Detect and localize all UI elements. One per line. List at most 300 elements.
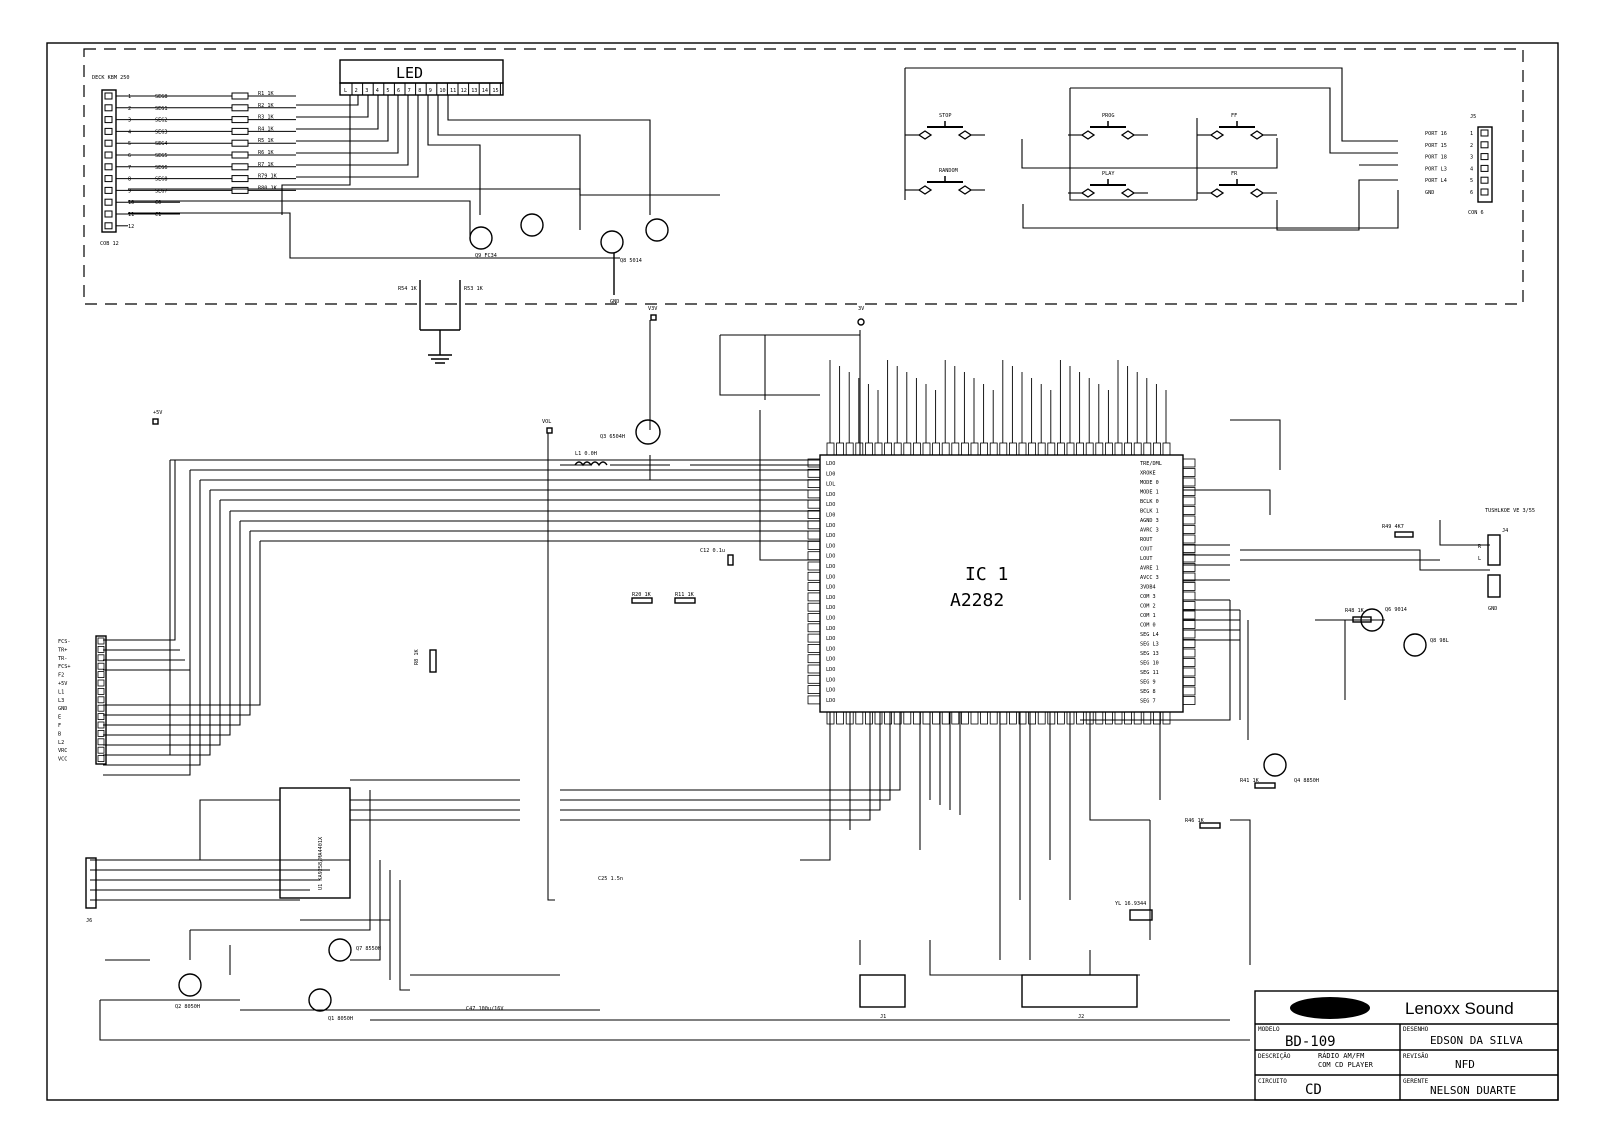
ic1-right-pin-box <box>1183 535 1195 543</box>
panel-resistor-label: R1 1K <box>258 91 274 97</box>
q1-transistor <box>309 989 331 1011</box>
ic1-right-pin-label: COM 2 <box>1140 603 1156 610</box>
supply-vol: VOL <box>542 419 552 425</box>
company-name: Lenoxx Sound <box>1405 999 1514 1018</box>
ic1-left-pin-label: LDO <box>826 615 836 622</box>
ic1-right-pin-box <box>1183 668 1195 676</box>
led-pin-label: 5 <box>386 88 390 94</box>
c47-label: C47 100u/16V <box>466 1006 504 1012</box>
j5-pin <box>1481 177 1488 183</box>
ic1-left-pin-label: LDO <box>826 553 836 560</box>
ic1-top-pin <box>942 443 949 455</box>
panel-pin-number: 6 <box>128 153 132 159</box>
ic1-left-pin-label: LDO <box>826 543 836 550</box>
ic1-bottom-pin <box>913 712 920 724</box>
panel-pin-net: SEG7 <box>155 188 168 195</box>
switch-contacts <box>1211 189 1263 197</box>
switch-label: PLAY <box>1102 171 1115 177</box>
ic1-bottom-pin <box>1105 712 1112 724</box>
left-connector <box>58 636 106 764</box>
ic1-left-pin-box <box>808 675 820 683</box>
j4-pin-l: L <box>1478 556 1482 562</box>
ic1-top-pin <box>933 443 940 455</box>
q7-label: Q7 8550H <box>356 946 381 952</box>
ic1-bottom-pin <box>885 712 892 724</box>
j5-con: CON 6 <box>1468 210 1484 216</box>
ic1-top-pin <box>875 443 882 455</box>
panel-resistor <box>232 105 248 111</box>
ic1-right-pin-box <box>1183 507 1195 515</box>
left-connector-label: VCC <box>58 756 68 763</box>
ic1-right-pin-label: SEG 11 <box>1140 670 1159 676</box>
ic1-left-pin-label: LDO <box>826 502 836 509</box>
r41-label: R41 1K <box>1240 778 1259 784</box>
panel-resistor <box>232 164 248 170</box>
panel-resistor-label: R80 1K <box>258 185 277 192</box>
ic1-top-pin <box>971 443 978 455</box>
circuito-label: CIRCUITO <box>1258 1078 1287 1085</box>
ic1-top-pin <box>1086 443 1093 455</box>
q3-label: Q3 6504H <box>600 434 625 440</box>
panel-resistor <box>232 128 248 134</box>
j5-pin-net: PORT L3 <box>1425 166 1447 173</box>
left-connector-label: TR- <box>58 655 68 662</box>
j2-connector <box>1022 975 1137 1020</box>
ic1-right-pin-label: SEG 7 <box>1140 698 1156 705</box>
panel-pin-number: 7 <box>128 164 132 171</box>
ic1-right-pin-box <box>1183 659 1195 667</box>
panel-pin <box>105 176 112 182</box>
led-pin-label: 2 <box>354 88 358 94</box>
j5-pin-number: 5 <box>1470 178 1474 185</box>
q8-label: Q8 5014 <box>620 258 642 264</box>
j5-pin-number: 6 <box>1470 190 1474 196</box>
left-connector-label: F2 <box>58 672 65 679</box>
panel-pin-number: 12 <box>128 223 135 230</box>
panel-pin <box>105 211 112 217</box>
led-pin-label: 12 <box>460 88 467 94</box>
left-connector-pin <box>98 756 104 762</box>
left-connector-label: VRC <box>58 748 68 755</box>
ic1-top-pin <box>1019 443 1026 455</box>
supply-labels <box>153 306 864 433</box>
ic1-bottom-pin <box>837 712 844 724</box>
left-connector-label: L1 <box>58 689 65 696</box>
j5-pin <box>1481 189 1488 195</box>
ic1-right-pin-label: BCLK 1 <box>1140 508 1159 515</box>
panel-connector-ref: COB 12 <box>100 241 119 247</box>
gerente-label: GERENTE <box>1403 1078 1429 1085</box>
ic1-top-pin <box>885 443 892 455</box>
ic1-part: A2282 <box>950 590 1005 611</box>
left-connector-label: L2 <box>58 739 65 746</box>
ic1-right-pin-box <box>1183 630 1195 638</box>
ic1-right-pin-label: SEG 13 <box>1140 651 1159 657</box>
ic1-right-pin-box <box>1183 583 1195 591</box>
ic1-top-pin <box>1000 443 1007 455</box>
led-pin-label: L <box>344 88 348 94</box>
left-connector-pin <box>98 663 104 669</box>
ic1-top-pin <box>1029 443 1036 455</box>
panel-pin-number: 4 <box>128 129 132 136</box>
ic1-right-pin-box <box>1183 602 1195 610</box>
j4-jack <box>1478 508 1535 612</box>
ic1-top-pin <box>1057 443 1064 455</box>
ic1-right-pin-label: COUT <box>1140 546 1153 553</box>
ic1-left-pin-box <box>808 583 820 591</box>
left-connector-pin <box>98 705 104 711</box>
q8-transistor <box>601 231 623 253</box>
ic1-left-pin-box <box>808 531 820 539</box>
ic1-top-pin <box>1153 443 1160 455</box>
panel-pin <box>105 199 112 205</box>
r53-label: R53 1K <box>464 286 483 292</box>
front-panel-transistors <box>398 214 668 363</box>
ic1-top-pin <box>865 443 872 455</box>
ic1-top-pin <box>1125 443 1132 455</box>
panel-pin-net: SEG2 <box>155 117 168 124</box>
ic1-left-pin-label: LDO <box>826 625 836 632</box>
ic1-left-pin-label: LDO <box>826 574 836 581</box>
ic1-right-pin-label: XROKE <box>1140 470 1156 477</box>
panel-connector-label: DECK KBM 250 <box>92 75 130 81</box>
supply-plus5: +5V <box>153 410 163 416</box>
ic1-bottom-pin <box>933 712 940 724</box>
revisao-value: NFD <box>1455 1058 1475 1071</box>
ic1-right-pin-label: MODE 0 <box>1140 480 1159 486</box>
j6-connector <box>86 858 96 924</box>
ic1-right-pin-box <box>1183 649 1195 657</box>
ic1-right-pin-box <box>1183 488 1195 496</box>
ic1-bottom-pin <box>1144 712 1151 724</box>
r11-resistor <box>675 598 695 603</box>
ic1-right-pin-box <box>1183 545 1195 553</box>
panel-resistor-label: R3 1K <box>258 114 274 121</box>
ic1-bottom-pin <box>1125 712 1132 724</box>
left-connector-label: TR+ <box>58 647 68 654</box>
ic1-bottom-pin <box>923 712 930 724</box>
ic1-left-pin-box <box>808 521 820 529</box>
ic1-right-pin-label: COM 1 <box>1140 613 1156 619</box>
modelo-label: MODELO <box>1258 1026 1280 1033</box>
ic1-top-pin <box>1115 443 1122 455</box>
ic1-left-pin-box <box>808 572 820 580</box>
q2-label: Q2 8050H <box>175 1004 200 1010</box>
ic1-left-pin-box <box>808 665 820 673</box>
ic1-bottom-pin <box>1000 712 1007 724</box>
q4-transistor <box>1264 754 1286 776</box>
ic1-left-pin-label: LDO <box>826 646 836 653</box>
switch-label: PROG <box>1102 113 1115 119</box>
ic1-bottom-pin <box>875 712 882 724</box>
ic1-top-pin <box>856 443 863 455</box>
j6-ref: J6 <box>86 918 93 924</box>
r20-resistor <box>632 598 652 603</box>
q2-transistor <box>179 974 201 996</box>
j5-pin-net: PORT 18 <box>1425 154 1447 161</box>
ic1-top-pin <box>1163 443 1170 455</box>
panel-resistor <box>232 93 248 99</box>
ic1-bottom-pin <box>856 712 863 724</box>
company-logo <box>1290 997 1370 1019</box>
switch-label: STOP <box>939 113 952 119</box>
left-connector-pin <box>98 739 104 745</box>
ic1-right-pin-box <box>1183 516 1195 524</box>
ic1-left-pin-box <box>808 603 820 611</box>
r46-label: R46 1K <box>1185 818 1204 824</box>
ic1-bottom-pin <box>990 712 997 724</box>
ic1-left-pin-label: LDO <box>826 677 836 684</box>
ic1-right-pin-label: COM 3 <box>1140 594 1156 600</box>
ic1-left-pin-box <box>808 500 820 508</box>
gnd-label: GND <box>610 299 620 305</box>
ic1-top-pin <box>904 443 911 455</box>
ic1-top-pin <box>1077 443 1084 455</box>
ic1-top-pin <box>961 443 968 455</box>
ic1-bottom-pin <box>952 712 959 724</box>
ic1-right-pin-label: SEG 10 <box>1140 660 1159 667</box>
left-connector-pin <box>98 672 104 678</box>
panel-resistor-label: R7 1K <box>258 161 274 168</box>
crystal-yl <box>1130 910 1152 920</box>
ic1-left-pin-label: LDO <box>826 667 836 673</box>
supply-3v: 3V <box>858 306 865 312</box>
q8-transistor-2 <box>1404 634 1426 656</box>
r49-label: R49 4K7 <box>1382 524 1404 530</box>
ic1-left-pin-label: LDO <box>826 697 836 704</box>
led-pin-label: 3 <box>365 88 369 94</box>
ic1-bottom-pin <box>1115 712 1122 724</box>
led-pin-label: 13 <box>471 88 478 94</box>
panel-pin-net: SEG6 <box>155 164 168 171</box>
panel-pin-number: 1 <box>128 94 132 100</box>
r8-label: R8 1K <box>414 649 420 665</box>
left-connector-label: +5V <box>58 681 68 687</box>
ic1-right-pin-box <box>1183 497 1195 505</box>
ic1-right-pin-label: AVRE 1 <box>1140 565 1159 572</box>
ic1-right-pin-label: 3VDB4 <box>1140 584 1156 591</box>
q10-transistor <box>646 219 668 241</box>
ic1-left-pin-label: LDO <box>826 687 836 694</box>
j1-connector <box>860 975 905 1020</box>
ic1-right-pin-label: SEG 9 <box>1140 679 1156 686</box>
led-pin-label: 4 <box>375 88 379 94</box>
panel-pin-number: 5 <box>128 141 132 148</box>
u1-label: U1 KA9258/MA4401X <box>318 836 324 890</box>
panel-pin <box>105 93 112 99</box>
panel-pin-number: 8 <box>128 176 132 183</box>
ic1-bottom-pin <box>865 712 872 724</box>
ic1-top-pin <box>846 443 853 455</box>
ic1-left-pin-box <box>808 480 820 488</box>
left-connector-label: F <box>58 723 62 729</box>
ic1-right-pin-box <box>1183 640 1195 648</box>
revisao-label: REVISÃO <box>1403 1053 1429 1060</box>
ic1-right-pin-box <box>1183 621 1195 629</box>
q1-label: Q1 8050H <box>328 1016 353 1022</box>
left-connector-label: B <box>58 731 62 738</box>
r48-label: R48 1K <box>1345 608 1364 614</box>
panel-resistor-label: R2 1K <box>258 102 274 109</box>
panel-pin-net: SEG1 <box>155 105 168 112</box>
ic1-top-pin <box>1038 443 1045 455</box>
panel-pin <box>105 187 112 193</box>
panel-pin-net: C0 <box>155 200 162 207</box>
ic1-left-pin-label: LDO <box>826 491 836 498</box>
panel-pin-number: 11 <box>128 212 135 218</box>
ic1-top-pin <box>837 443 844 455</box>
ic1-left-pin-label: LDO <box>826 636 836 643</box>
led-pin-label: 10 <box>439 88 446 94</box>
left-connector-label: L3 <box>58 697 65 704</box>
j5-pin-net: PORT L4 <box>1425 178 1447 185</box>
panel-resistor-label: R5 1K <box>258 138 274 145</box>
switch-label: FR <box>1231 171 1238 177</box>
yl-label: YL 16.9344 <box>1115 901 1147 907</box>
r11-label: R11 1K <box>675 592 694 598</box>
ic1-right-pin-label: ROUT <box>1140 537 1153 543</box>
q9-label: Q9 FC34 <box>475 253 497 259</box>
ic1-bottom-pin <box>1048 712 1055 724</box>
led-pin-label: 14 <box>481 88 489 94</box>
ic1-bottom-pin <box>942 712 949 724</box>
c25-label: C25 1.5n <box>598 876 623 882</box>
circuito-value: CD <box>1305 1082 1322 1098</box>
left-connector-pin <box>98 638 104 644</box>
panel-pin-net: SEG8 <box>155 94 168 100</box>
main-wiring <box>90 320 1490 1040</box>
left-connector-label: FCS+ <box>58 664 71 671</box>
ic1-right-pin-label: SEG 8 <box>1140 689 1156 695</box>
r54-label: R54 1K <box>398 286 417 292</box>
panel-pin <box>105 105 112 111</box>
l1-label: L1 0.0H <box>575 451 597 457</box>
switch-label: FF <box>1231 113 1238 119</box>
ic1-left-pin-box <box>808 634 820 642</box>
ic1-right-pin-label: SEG L3 <box>1140 641 1159 648</box>
ic1-left-pin-label: LDO <box>826 656 836 663</box>
d10-transistor <box>521 214 543 236</box>
panel-pin-net: SEG3 <box>155 129 168 136</box>
ic1-top-pin <box>990 443 997 455</box>
ic1-left-pin-label: LDO <box>826 594 836 601</box>
ic1-bottom-pin <box>1153 712 1160 724</box>
q3-transistor <box>636 420 660 444</box>
panel-resistor <box>232 140 248 146</box>
r8-resistor <box>430 650 436 672</box>
panel-pin <box>105 223 112 229</box>
q7-transistor <box>329 939 351 961</box>
j5-pin <box>1481 142 1488 148</box>
ic1-right-pin-box <box>1183 687 1195 695</box>
left-connector-pin <box>98 680 104 686</box>
j4-ref: J4 <box>1502 528 1509 534</box>
led-title: LED <box>396 64 424 82</box>
ic1-bottom-pin <box>1077 712 1084 724</box>
q8-label-2: Q8 98L <box>1430 638 1449 644</box>
j1-ref: J1 <box>880 1014 887 1020</box>
j5-pin-number: 1 <box>1470 131 1474 137</box>
ic1-left-pin-label: LD0 <box>826 512 836 519</box>
left-connector-label: FCS- <box>58 639 71 645</box>
r20-label: R20 1K <box>632 592 651 598</box>
ic1-right-pin-label: AVCC 3 <box>1140 575 1159 581</box>
ic1-bottom-pin <box>1057 712 1064 724</box>
ic1-right-pin-label: BCLK 0 <box>1140 499 1159 505</box>
panel-resistor-label: R4 1K <box>258 126 274 133</box>
ic1-top-pin <box>1096 443 1103 455</box>
ic1-left-pin-box <box>808 541 820 549</box>
j5-pin-net: PORT 16 <box>1425 131 1447 137</box>
descricao-label: DESCRIÇÃO <box>1258 1053 1291 1060</box>
left-connector-label: E <box>58 714 62 721</box>
ic1-top-pin <box>913 443 920 455</box>
ic1-left-pin-label: LDO <box>826 584 836 591</box>
ic1-left-pin-label: LDO <box>826 533 836 540</box>
gerente-value: NELSON DUARTE <box>1430 1084 1517 1097</box>
supply-v3v: V3V <box>648 306 658 312</box>
ic1-top-pin <box>923 443 930 455</box>
ic1-bottom-pin <box>1009 712 1016 724</box>
j5-pin <box>1481 154 1488 160</box>
c12-label: C12 0.1u <box>700 548 725 554</box>
panel-resistor <box>232 117 248 123</box>
ic1-left-pin-box <box>808 686 820 694</box>
ic1-bottom-pin <box>1096 712 1103 724</box>
ic1-top-pin <box>1144 443 1151 455</box>
panel-pin <box>105 164 112 170</box>
ic1-bottom-pin <box>971 712 978 724</box>
left-connector-label: GND <box>58 706 68 713</box>
ic1-chip <box>808 360 1195 724</box>
u1-chip <box>280 788 350 898</box>
ic1-bottom-pin <box>904 712 911 724</box>
panel-resistor <box>232 176 248 182</box>
panel-pin <box>105 152 112 158</box>
panel-pin-net: C1 <box>155 212 162 218</box>
ic1-left-pin-box <box>808 696 820 704</box>
ic1-left-pin-box <box>808 593 820 601</box>
ic1-bottom-pin <box>1038 712 1045 724</box>
j2-ref: J2 <box>1078 1014 1085 1020</box>
ic1-right-pin-box <box>1183 478 1195 486</box>
panel-pin <box>105 128 112 134</box>
ic1-left-pin-box <box>808 655 820 663</box>
ic1-top-pin <box>952 443 959 455</box>
panel-pin-number: 10 <box>128 200 135 207</box>
ic1-right-pin-label: LOUT <box>1140 556 1153 562</box>
desenho-label: DESENHO <box>1403 1026 1429 1033</box>
j5-pin-net: PORT 15 <box>1425 142 1447 149</box>
panel-pin-net: SEG4 <box>155 141 168 148</box>
led-display <box>340 60 503 95</box>
ic1-left-pin-box <box>808 511 820 519</box>
left-connector-pin <box>98 697 104 703</box>
ic1-right-pin-box <box>1183 611 1195 619</box>
led-pin-label: 7 <box>407 88 411 94</box>
panel-resistor <box>232 187 248 193</box>
ic1-left-pin-label: LDO <box>826 605 836 612</box>
ic1-left-pin-box <box>808 562 820 570</box>
ic1-right-pin-label: TRE/DML <box>1140 461 1162 467</box>
ic1-top-pin <box>1048 443 1055 455</box>
j4-pin-r: R <box>1478 544 1482 550</box>
switch-contacts <box>919 131 971 139</box>
j5-pin-number: 3 <box>1470 154 1474 161</box>
panel-resistor-label: R6 1K <box>258 150 274 156</box>
led-pin-label: 8 <box>418 88 422 94</box>
ic1-top-pin <box>827 443 834 455</box>
